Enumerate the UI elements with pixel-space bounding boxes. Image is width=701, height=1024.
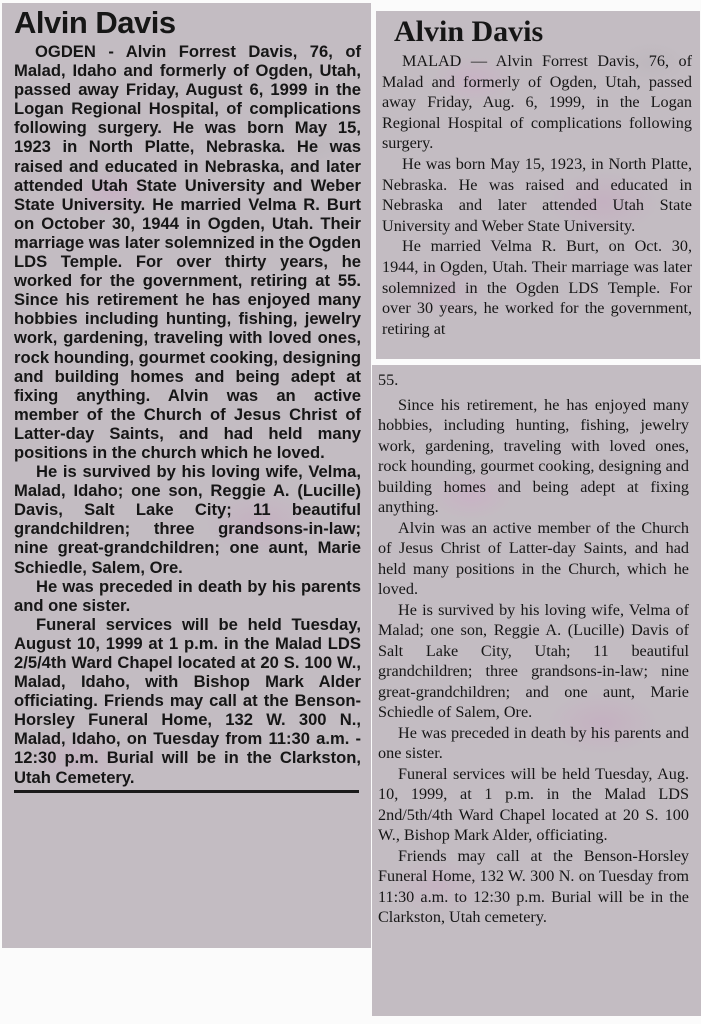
left-headline: Alvin Davis	[14, 5, 176, 40]
right-bottom-paragraph-6: Friends may call at the Benson-Horsley Funeral Home, 132 W. 300 N. on Tuesday from 11:30 a.m. to 12:30 p.m. Burial will be in the Clarkston, Utah cemetery.	[378, 846, 689, 926]
right-headline: Alvin Davis	[394, 15, 544, 48]
right-bottom-paragraph-2: Alvin was an active member of the Church of Jesus Christ of Latter-day Saints, and had held many positions in the Church, which he loved.	[378, 518, 689, 598]
right-bottom-paragraph-4: He was preceded in death by his parents and one sister.	[378, 723, 689, 762]
right-bottom-paragraph-3: He is survived by his loving wife, Velma of Malad; one son, Reggie A. (Lucille) Davis of Salt Lake City, Utah; 11 beautiful grandchildren; three grandsons-in-law; nine great-grandchildren; and one aunt, Marie Schiedle of Salem, Ore.	[378, 600, 689, 721]
right-bottom-paragraph-5: Funeral services will be held Tuesday, Aug. 10, 1999, at 1 p.m. in the Malad LDS 2nd/5th/4th Ward Chapel located at 20 S. 100 W., Bishop Mark Alder, officiating.	[378, 764, 689, 844]
left-obituary-clipping	[2, 3, 371, 948]
left-paragraph-4: Funeral services will be held Tuesday, August 10, 1999 at 1 p.m. in the Malad LDS 2/5/4th Ward Chapel located at 20 S. 100 W., Malad, Idaho, with Bishop Mark Alder officiating. Friends may call at the Benson-Horsley Funeral Home, 132 W. 300 N., Malad, Idaho, on Tuesday from 11:30 a.m. - 12:30 p.m. Burial will be in the Clarkston, Utah Cemetery.	[14, 614, 361, 787]
left-paragraph-1: OGDEN - Alvin Forrest Davis, 76, of Malad, Idaho and formerly of Ogden, Utah, passed away Friday, August 6, 1999 in the Logan Regional Hospital, of complications following surgery. He was born May 15, 1923 in North Platte, Nebraska. He was raised and educated in Nebraska, and later attended Utah State University and Weber State University. He married Velma R. Burt on October 30, 1944 in Ogden, Utah. Their marriage was later solemnized in the Ogden LDS Temple. For over thirty years, he worked for the government, retiring at 55. Since his retirement he has enjoyed many hobbies including hunting, fishing, jewelry work, gardening, traveling with loved ones, rock hounding, gourmet cooking, designing and building homes and being adept at fixing anything. Alvin was an active member of the Church of Jesus Christ of Latter-day Saints, and had held many positions in the church which he loved.	[14, 42, 361, 462]
right-bottom-paragraph-1: Since his retirement, he has enjoyed many hobbies, including hunting, fishing, jewelry work, gardening, traveling with loved ones, rock hounding, gourmet cooking, designing and building homes and being adept at fixing anything.	[378, 395, 689, 516]
right-top-paragraph-3: He married Velma R. Burt, on Oct. 30, 1944, in Ogden, Utah. Their marriage was later solemnized in the Ogden LDS Temple. For over 30 years, he worked for the government, retiring at	[382, 237, 692, 338]
left-end-rule	[14, 790, 359, 793]
left-paragraph-2: He is survived by his loving wife, Velma, Malad, Idaho; one son, Reggie A. (Lucille) Davis, Salt Lake City; 11 beautiful grandchildren; three grandsons-in-law; nine great-grandchildren; one aunt, Marie Schiedle, Salem, Ore.	[14, 462, 361, 577]
right-top-paragraph-2: He was born May 15, 1923, in North Platte, Nebraska. He was raised and educated in Nebraska and later attended Utah State University and Weber State University.	[382, 154, 692, 235]
right-continuation: 55.	[378, 371, 399, 389]
right-obituary-clipping-top	[376, 11, 700, 359]
right-obituary-clipping-bottom	[372, 365, 701, 1016]
right-top-paragraph-1: MALAD — Alvin Forrest Davis, 76, of Malad and formerly of Ogden, Utah, passed away Friday, Aug. 6, 1999, in the Logan Regional Hospital of complications following surgery.	[382, 52, 692, 153]
left-paragraph-3: He was preceded in death by his parents and one sister.	[14, 576, 361, 615]
